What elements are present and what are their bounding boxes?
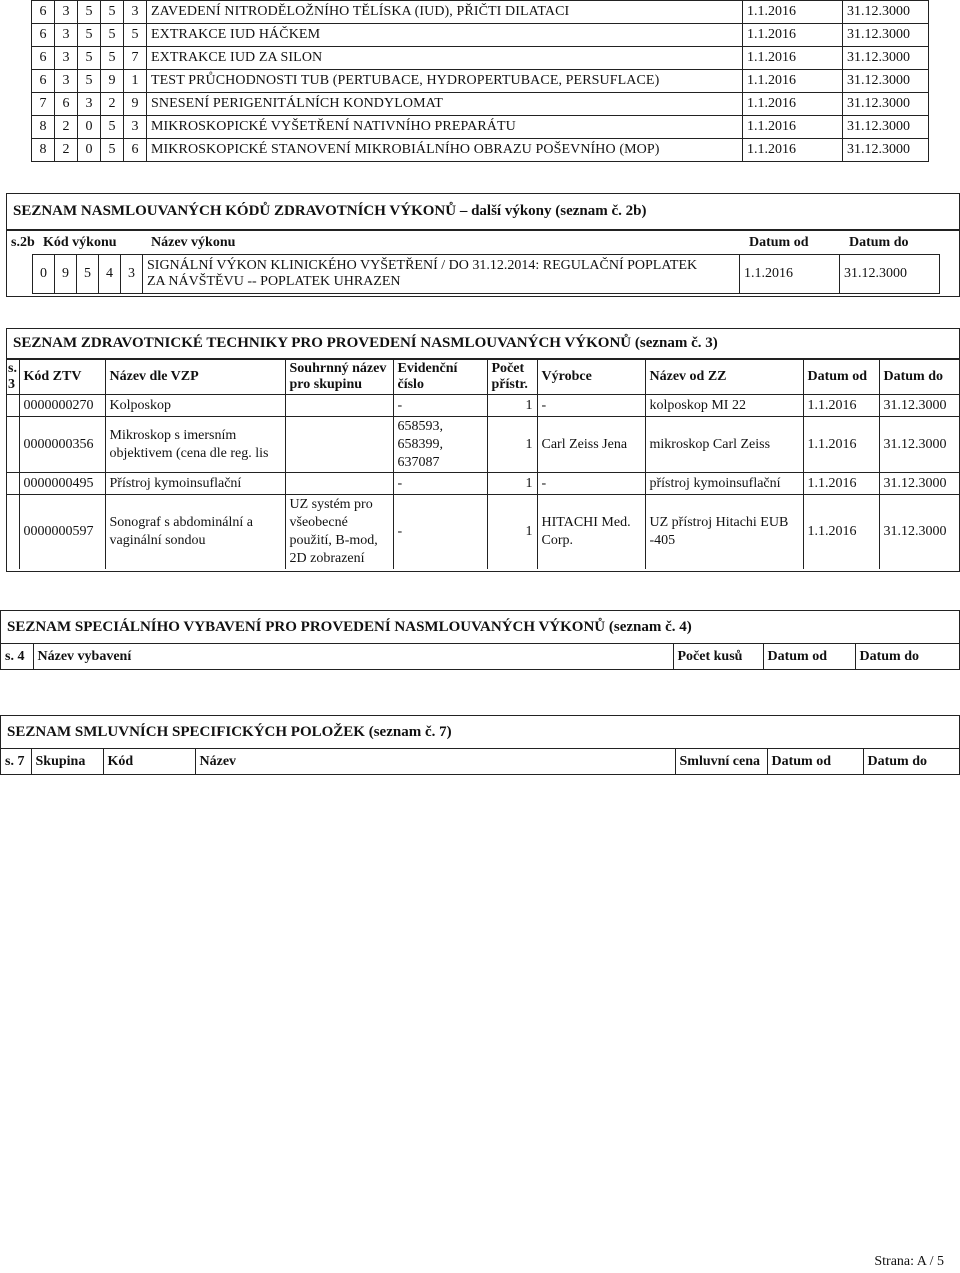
s3-summary: UZ systém pro všeobecné použití, B-mod, 2D zobrazení bbox=[285, 495, 393, 569]
s2b-digit: 3 bbox=[121, 255, 143, 294]
procedure-name: ZAVEDENÍ NITRODĚLOŽNÍHO TĚLÍSKA (IUD), PŘIČTI DILATACI bbox=[147, 1, 743, 24]
s4-col-count: Počet kusů bbox=[673, 644, 763, 670]
s3-count: 1 bbox=[487, 395, 537, 417]
date-from: 1.1.2016 bbox=[743, 116, 843, 139]
code-digit: 9 bbox=[124, 93, 147, 116]
s3-row bbox=[7, 395, 959, 417]
s3-col-zz: Název od ZZ bbox=[645, 360, 803, 395]
code-digit: 3 bbox=[55, 24, 78, 47]
s3-row bbox=[7, 495, 959, 569]
procedure-row bbox=[32, 24, 929, 47]
s7-col-code: Kód bbox=[103, 749, 195, 775]
code-digit: 5 bbox=[101, 47, 124, 70]
s4-col-name: Název vybavení bbox=[33, 644, 673, 670]
s2b-digit: 9 bbox=[55, 255, 77, 294]
s3-zz: kolposkop MI 22 bbox=[645, 395, 803, 417]
procedure-name: SNESENÍ PERIGENITÁLNÍCH KONDYLOMAT bbox=[147, 93, 743, 116]
s3-evid: 658593, 658399, 637087 bbox=[393, 417, 487, 473]
s3-name: Sonograf s abdominální a vaginální sondou bbox=[105, 495, 285, 569]
s3-count: 1 bbox=[487, 417, 537, 473]
code-digit: 5 bbox=[78, 70, 101, 93]
code-digit: 6 bbox=[55, 93, 78, 116]
s3-code: 0000000270 bbox=[19, 395, 105, 417]
code-digit: 6 bbox=[124, 139, 147, 162]
code-digit: 7 bbox=[124, 47, 147, 70]
s3-col-code: Kód ZTV bbox=[19, 360, 105, 395]
s7-title: SEZNAM SMLUVNÍCH SPECIFICKÝCH POLOŽEK (seznam č. 7) bbox=[1, 716, 959, 749]
procedure-row bbox=[32, 93, 929, 116]
s7-header-row bbox=[1, 749, 960, 775]
s2b-col-to: Datum do bbox=[845, 231, 959, 255]
code-digit: 5 bbox=[101, 1, 124, 24]
s3-col-number: s. 3 bbox=[7, 360, 19, 395]
date-to: 31.12.3000 bbox=[843, 24, 929, 47]
procedure-row bbox=[32, 70, 929, 93]
code-digit: 3 bbox=[55, 47, 78, 70]
date-to: 31.12.3000 bbox=[843, 139, 929, 162]
s4-col-to: Datum do bbox=[855, 644, 960, 670]
procedure-name: TEST PRŮCHODNOSTI TUB (PERTUBACE, HYDROPERTUBACE, PERSUFLACE) bbox=[147, 70, 743, 93]
s3-col-name: Název dle VZP bbox=[105, 360, 285, 395]
procedure-row bbox=[32, 139, 929, 162]
s3-from: 1.1.2016 bbox=[803, 495, 879, 569]
date-to: 31.12.3000 bbox=[843, 1, 929, 24]
procedure-row bbox=[32, 1, 929, 24]
code-digit: 7 bbox=[32, 93, 55, 116]
code-digit: 0 bbox=[78, 139, 101, 162]
code-digit: 3 bbox=[124, 1, 147, 24]
s7-col-from: Datum od bbox=[767, 749, 863, 775]
s3-row bbox=[7, 417, 959, 473]
procedure-name: MIKROSKOPICKÉ STANOVENÍ MIKROBIÁLNÍHO OBRAZU POŠEVNÍHO (MOP) bbox=[147, 139, 743, 162]
s3-evid: - bbox=[393, 495, 487, 569]
code-digit: 5 bbox=[101, 24, 124, 47]
s7-col-group: Skupina bbox=[31, 749, 103, 775]
s2b-col-code: Kód výkonu bbox=[39, 231, 147, 255]
date-from: 1.1.2016 bbox=[743, 93, 843, 116]
code-digit: 2 bbox=[55, 139, 78, 162]
s2b-date-to: 31.12.3000 bbox=[840, 255, 940, 294]
s3-zz: přístroj kymoinsuflační bbox=[645, 473, 803, 495]
code-digit: 1 bbox=[124, 70, 147, 93]
s7-col-name: Název bbox=[195, 749, 675, 775]
code-digit: 3 bbox=[55, 1, 78, 24]
s2b-date-from: 1.1.2016 bbox=[740, 255, 840, 294]
procedure-table bbox=[31, 0, 929, 162]
procedure-name: EXTRAKCE IUD ZA SILON bbox=[147, 47, 743, 70]
code-digit: 0 bbox=[78, 116, 101, 139]
s2b-digit: 4 bbox=[99, 255, 121, 294]
s3-name: Přístroj kymoinsuflační bbox=[105, 473, 285, 495]
s2b-data-row bbox=[32, 254, 940, 294]
s3-col-from: Datum od bbox=[803, 360, 879, 395]
code-digit: 9 bbox=[101, 70, 124, 93]
code-digit: 6 bbox=[32, 47, 55, 70]
s3-summary bbox=[285, 473, 393, 495]
s3-col-to: Datum do bbox=[879, 360, 959, 395]
date-from: 1.1.2016 bbox=[743, 139, 843, 162]
s3-from: 1.1.2016 bbox=[803, 395, 879, 417]
code-digit: 6 bbox=[32, 24, 55, 47]
s3-maker: HITACHI Med. Corp. bbox=[537, 495, 645, 569]
date-to: 31.12.3000 bbox=[843, 116, 929, 139]
s3-zz: UZ přístroj Hitachi EUB -405 bbox=[645, 495, 803, 569]
code-digit: 5 bbox=[101, 139, 124, 162]
s3-maker: - bbox=[537, 395, 645, 417]
s2b-digit: 5 bbox=[77, 255, 99, 294]
s4-title: SEZNAM SPECIÁLNÍHO VYBAVENÍ PRO PROVEDENÍ NASMLOUVANÝCH VÝKONŮ (seznam č. 4) bbox=[1, 611, 959, 644]
code-digit: 6 bbox=[32, 70, 55, 93]
s2b-procedure-name bbox=[143, 255, 740, 294]
procedure-row bbox=[32, 116, 929, 139]
s3-col-summary: Souhrnný název pro skupinu bbox=[285, 360, 393, 395]
code-digit: 5 bbox=[124, 24, 147, 47]
s3-evid: - bbox=[393, 395, 487, 417]
s3-to: 31.12.3000 bbox=[879, 473, 959, 495]
s2b-name-line2: ZA NÁVŠTĚVU -- POPLATEK UHRAZEN bbox=[147, 274, 401, 289]
s3-name: Mikroskop s imersním objektivem (cena dle reg. lis bbox=[105, 417, 285, 473]
code-digit: 5 bbox=[78, 47, 101, 70]
s3-summary bbox=[285, 395, 393, 417]
s7-col-to: Datum do bbox=[863, 749, 960, 775]
s3-col-evid: Evidenční číslo bbox=[393, 360, 487, 395]
date-from: 1.1.2016 bbox=[743, 47, 843, 70]
s7-col-number: s. 7 bbox=[1, 749, 31, 775]
date-to: 31.12.3000 bbox=[843, 70, 929, 93]
code-digit: 3 bbox=[124, 116, 147, 139]
s3-name: Kolposkop bbox=[105, 395, 285, 417]
s4-section bbox=[0, 610, 960, 670]
code-digit: 5 bbox=[78, 24, 101, 47]
s2b-header-row bbox=[7, 230, 959, 254]
date-from: 1.1.2016 bbox=[743, 1, 843, 24]
s3-header-row bbox=[7, 360, 959, 395]
s3-code: 0000000597 bbox=[19, 495, 105, 569]
s3-count: 1 bbox=[487, 495, 537, 569]
s3-evid: - bbox=[393, 473, 487, 495]
code-digit: 5 bbox=[101, 116, 124, 139]
s2b-digit: 0 bbox=[33, 255, 55, 294]
s4-col-from: Datum od bbox=[763, 644, 855, 670]
s3-from: 1.1.2016 bbox=[803, 473, 879, 495]
code-digit: 5 bbox=[78, 1, 101, 24]
s3-maker: Carl Zeiss Jena bbox=[537, 417, 645, 473]
s2b-section bbox=[6, 193, 960, 297]
date-from: 1.1.2016 bbox=[743, 70, 843, 93]
s3-col-maker: Výrobce bbox=[537, 360, 645, 395]
s3-table bbox=[7, 359, 959, 569]
procedure-name: EXTRAKCE IUD HÁČKEM bbox=[147, 24, 743, 47]
s3-code: 0000000356 bbox=[19, 417, 105, 473]
procedure-row bbox=[32, 47, 929, 70]
code-digit: 8 bbox=[32, 139, 55, 162]
s3-section bbox=[6, 328, 960, 572]
s3-code: 0000000495 bbox=[19, 473, 105, 495]
s3-count: 1 bbox=[487, 473, 537, 495]
code-digit: 2 bbox=[55, 116, 78, 139]
s2b-name-line1: SIGNÁLNÍ VÝKON KLINICKÉHO VYŠETŘENÍ / DO 31.12.2014: REGULAČNÍ POPLATEK bbox=[147, 258, 698, 273]
s3-title: SEZNAM ZDRAVOTNICKÉ TECHNIKY PRO PROVEDENÍ NASMLOUVANÝCH VÝKONŮ (seznam č. 3) bbox=[7, 329, 959, 359]
s7-col-price: Smluvní cena bbox=[675, 749, 767, 775]
s3-col-count: Počet přístr. bbox=[487, 360, 537, 395]
s2b-col-number: s.2b bbox=[7, 231, 39, 255]
s3-to: 31.12.3000 bbox=[879, 417, 959, 473]
date-to: 31.12.3000 bbox=[843, 47, 929, 70]
s4-col-number: s. 4 bbox=[1, 644, 33, 670]
code-digit: 8 bbox=[32, 116, 55, 139]
s3-to: 31.12.3000 bbox=[879, 395, 959, 417]
s4-header-row bbox=[1, 644, 960, 670]
code-digit: 2 bbox=[101, 93, 124, 116]
s3-zz: mikroskop Carl Zeiss bbox=[645, 417, 803, 473]
s2b-col-name: Název výkonu bbox=[147, 231, 745, 255]
s2b-col-from: Datum od bbox=[745, 231, 845, 255]
code-digit: 3 bbox=[55, 70, 78, 93]
procedure-name: MIKROSKOPICKÉ VYŠETŘENÍ NATIVNÍHO PREPARÁTU bbox=[147, 116, 743, 139]
s3-maker: - bbox=[537, 473, 645, 495]
code-digit: 3 bbox=[78, 93, 101, 116]
date-from: 1.1.2016 bbox=[743, 24, 843, 47]
page-number: Strana: A / 5 bbox=[874, 1254, 944, 1269]
code-digit: 6 bbox=[32, 1, 55, 24]
s7-section bbox=[0, 715, 960, 775]
s3-row bbox=[7, 473, 959, 495]
date-to: 31.12.3000 bbox=[843, 93, 929, 116]
s2b-title: SEZNAM NASMLOUVANÝCH KÓDŮ ZDRAVOTNÍCH VÝKONŮ – další výkony (seznam č. 2b) bbox=[7, 194, 959, 230]
s3-to: 31.12.3000 bbox=[879, 495, 959, 569]
s3-from: 1.1.2016 bbox=[803, 417, 879, 473]
s3-summary bbox=[285, 417, 393, 473]
